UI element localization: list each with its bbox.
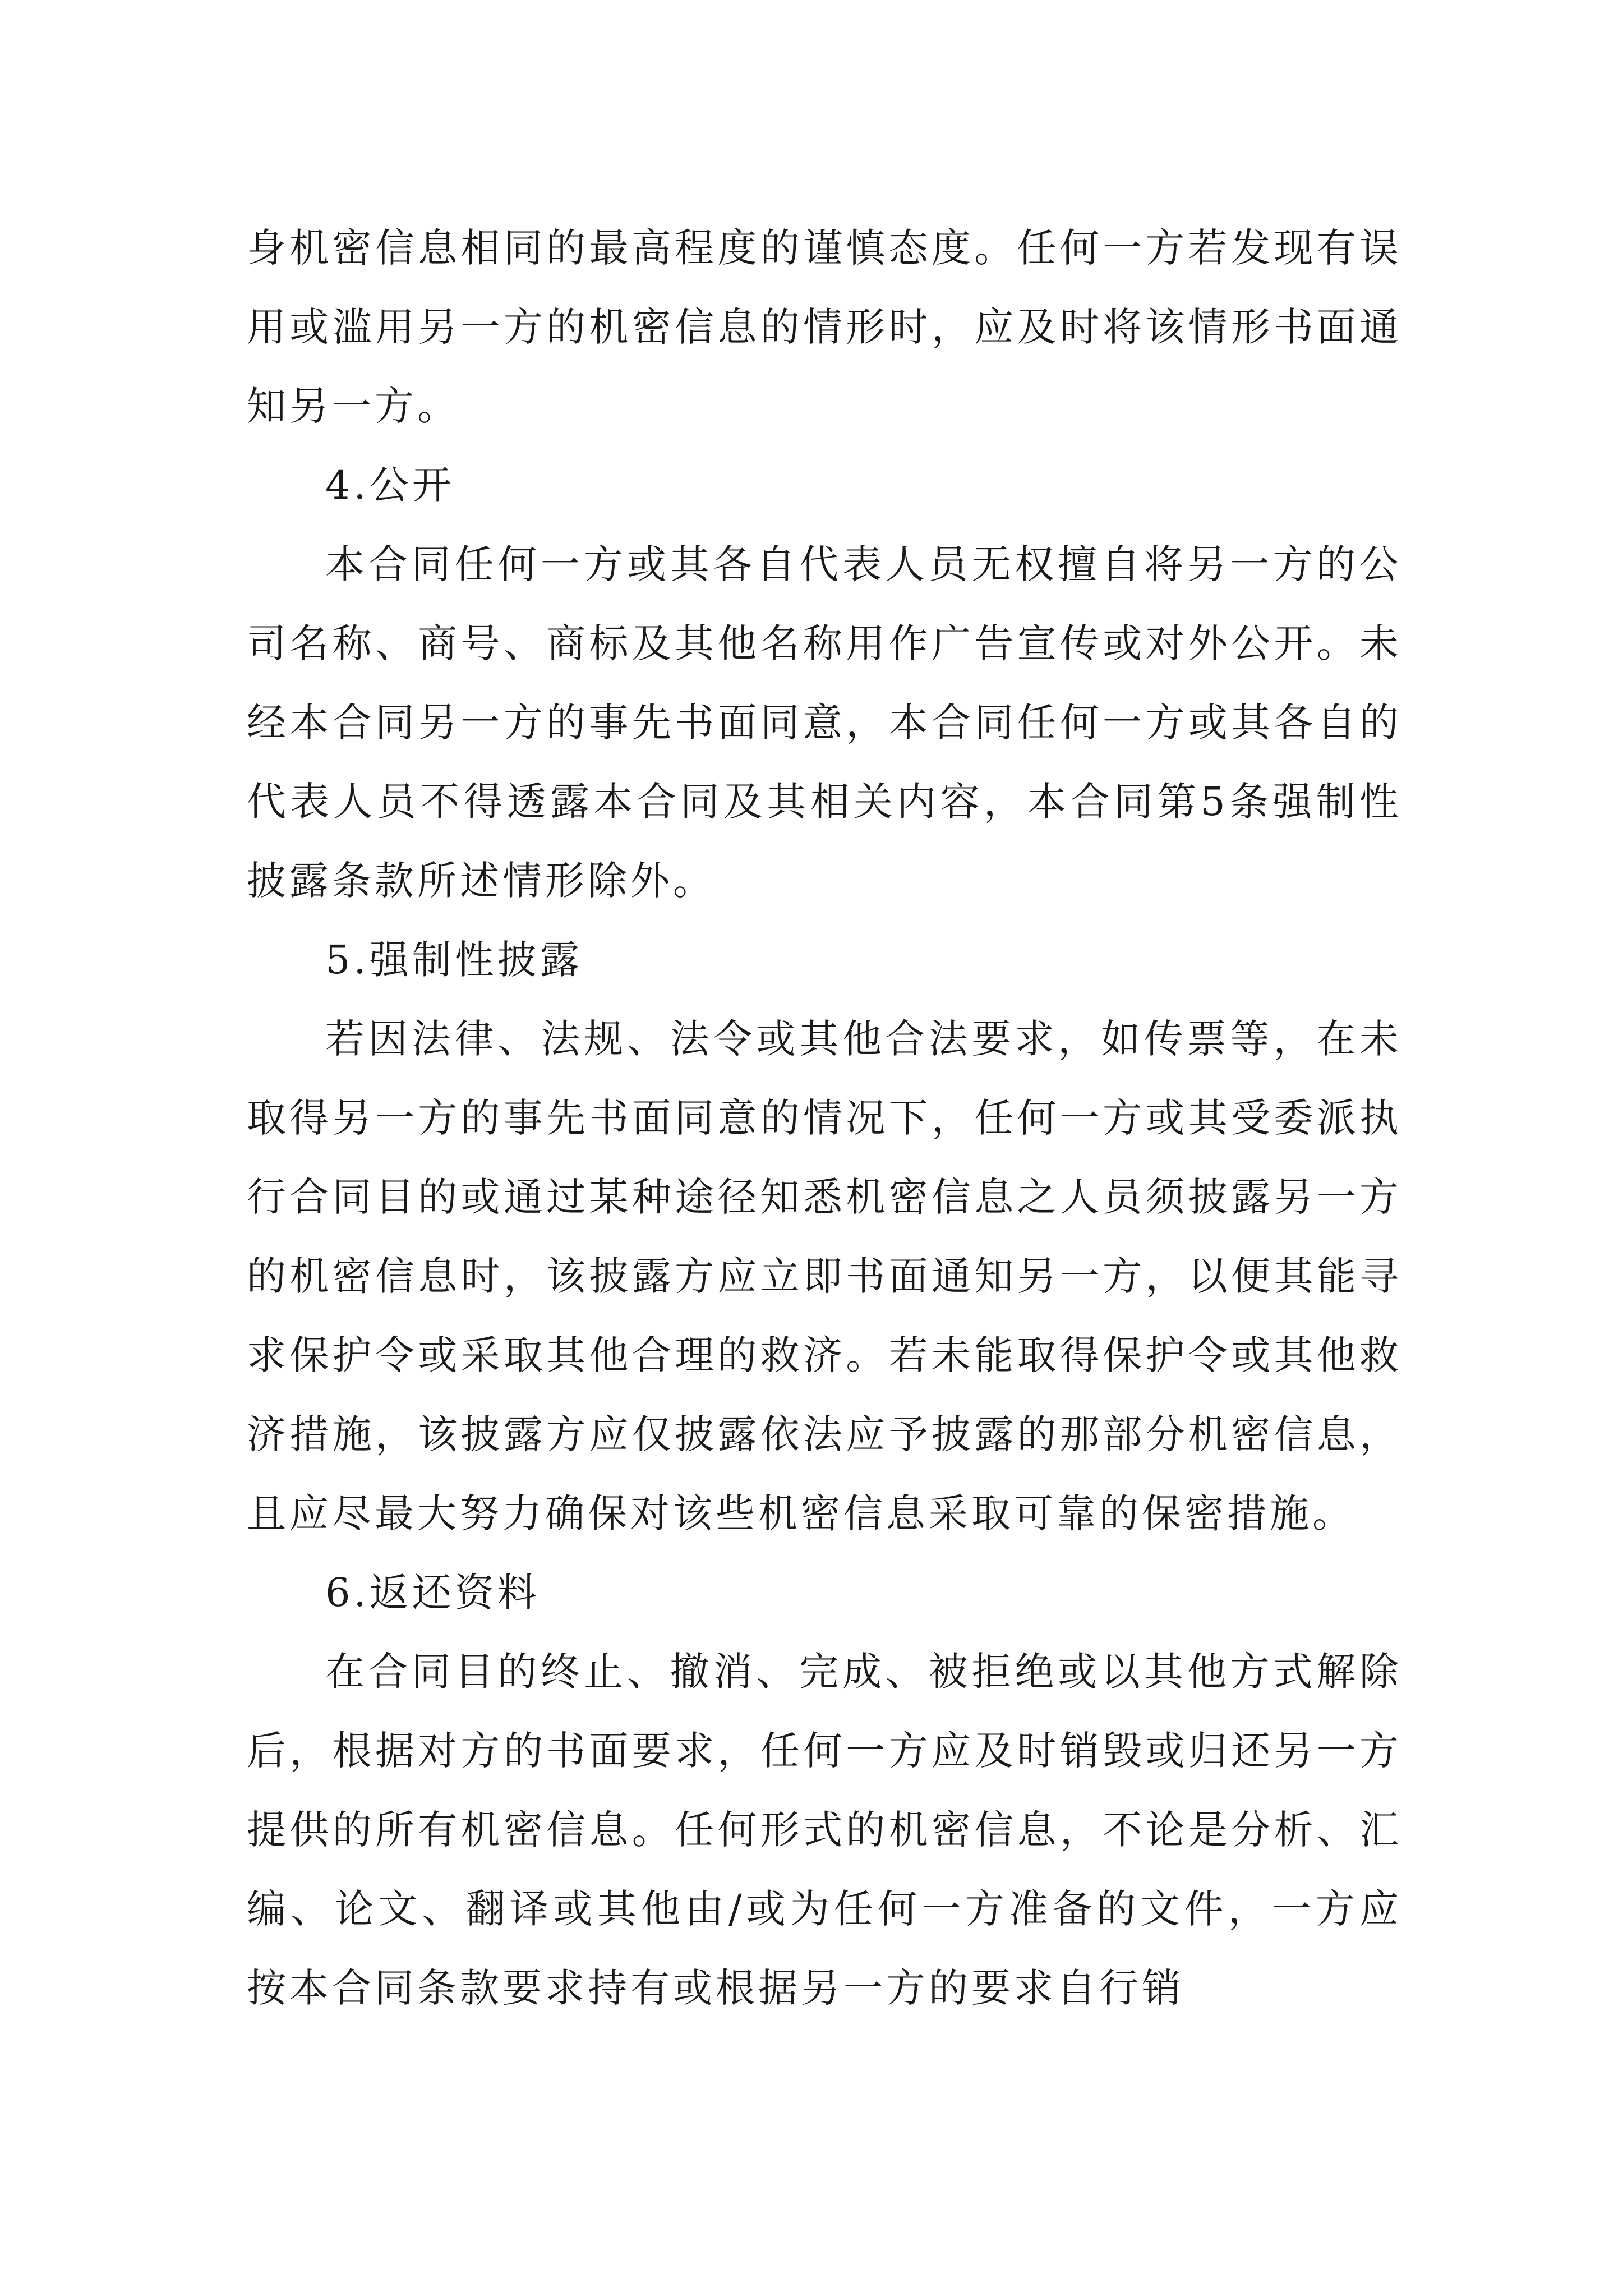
paragraph-continuation: 身机密信息相同的最高程度的谨慎态度。任何一方若发现有误用或滥用另一方的机密信息的情形时，应及时将该情形书面通知另一方。 [247,225,1402,429]
section-5-body: 若因法律、法规、法令或其他合法要求，如传票等，在未取得另一方的事先书面同意的情况下，任何一方或其受委派执行合同目的或通过某种途径知悉机密信息之人员须披露另一方的机密信息时，该披露方应立即书面通知另一方，以便其能寻求保护令或采取其他合理的救济。若未能取得保护令或其他救济措施，该披露方应仅披露依法应予披露的那部分机密信息，且应尽最大努力确保对该些机密信息采取可靠的保密措施。 [247,1016,1402,1536]
section-heading-4: 4.公开 [325,462,455,508]
section-4-body: 本合同任何一方或其各自代表人员无权擅自将另一方的公司名称、商号、商标及其他名称用作广告宣传或对外公开。未经本合同另一方的事先书面同意，本合同任何一方或其各自的代表人员不得透露本合同及其相关内容，本合同第5条强制性披露条款所述情形除外。 [247,541,1402,904]
section-6-body: 在合同目的终止、撤消、完成、被拒绝或以其他方式解除后，根据对方的书面要求，任何一方应及时销毁或归还另一方提供的所有机密信息。任何形式的机密信息，不论是分析、汇编、论文、翻译或其他由/或为任何一方准备的文件，一方应按本合同条款要求持有或根据另一方的要求自行销 [247,1649,1402,2011]
section-heading-5: 5.强制性披露 [325,937,583,983]
section-heading-6: 6.返还资料 [325,1570,540,1616]
document-body [247,209,1402,2028]
